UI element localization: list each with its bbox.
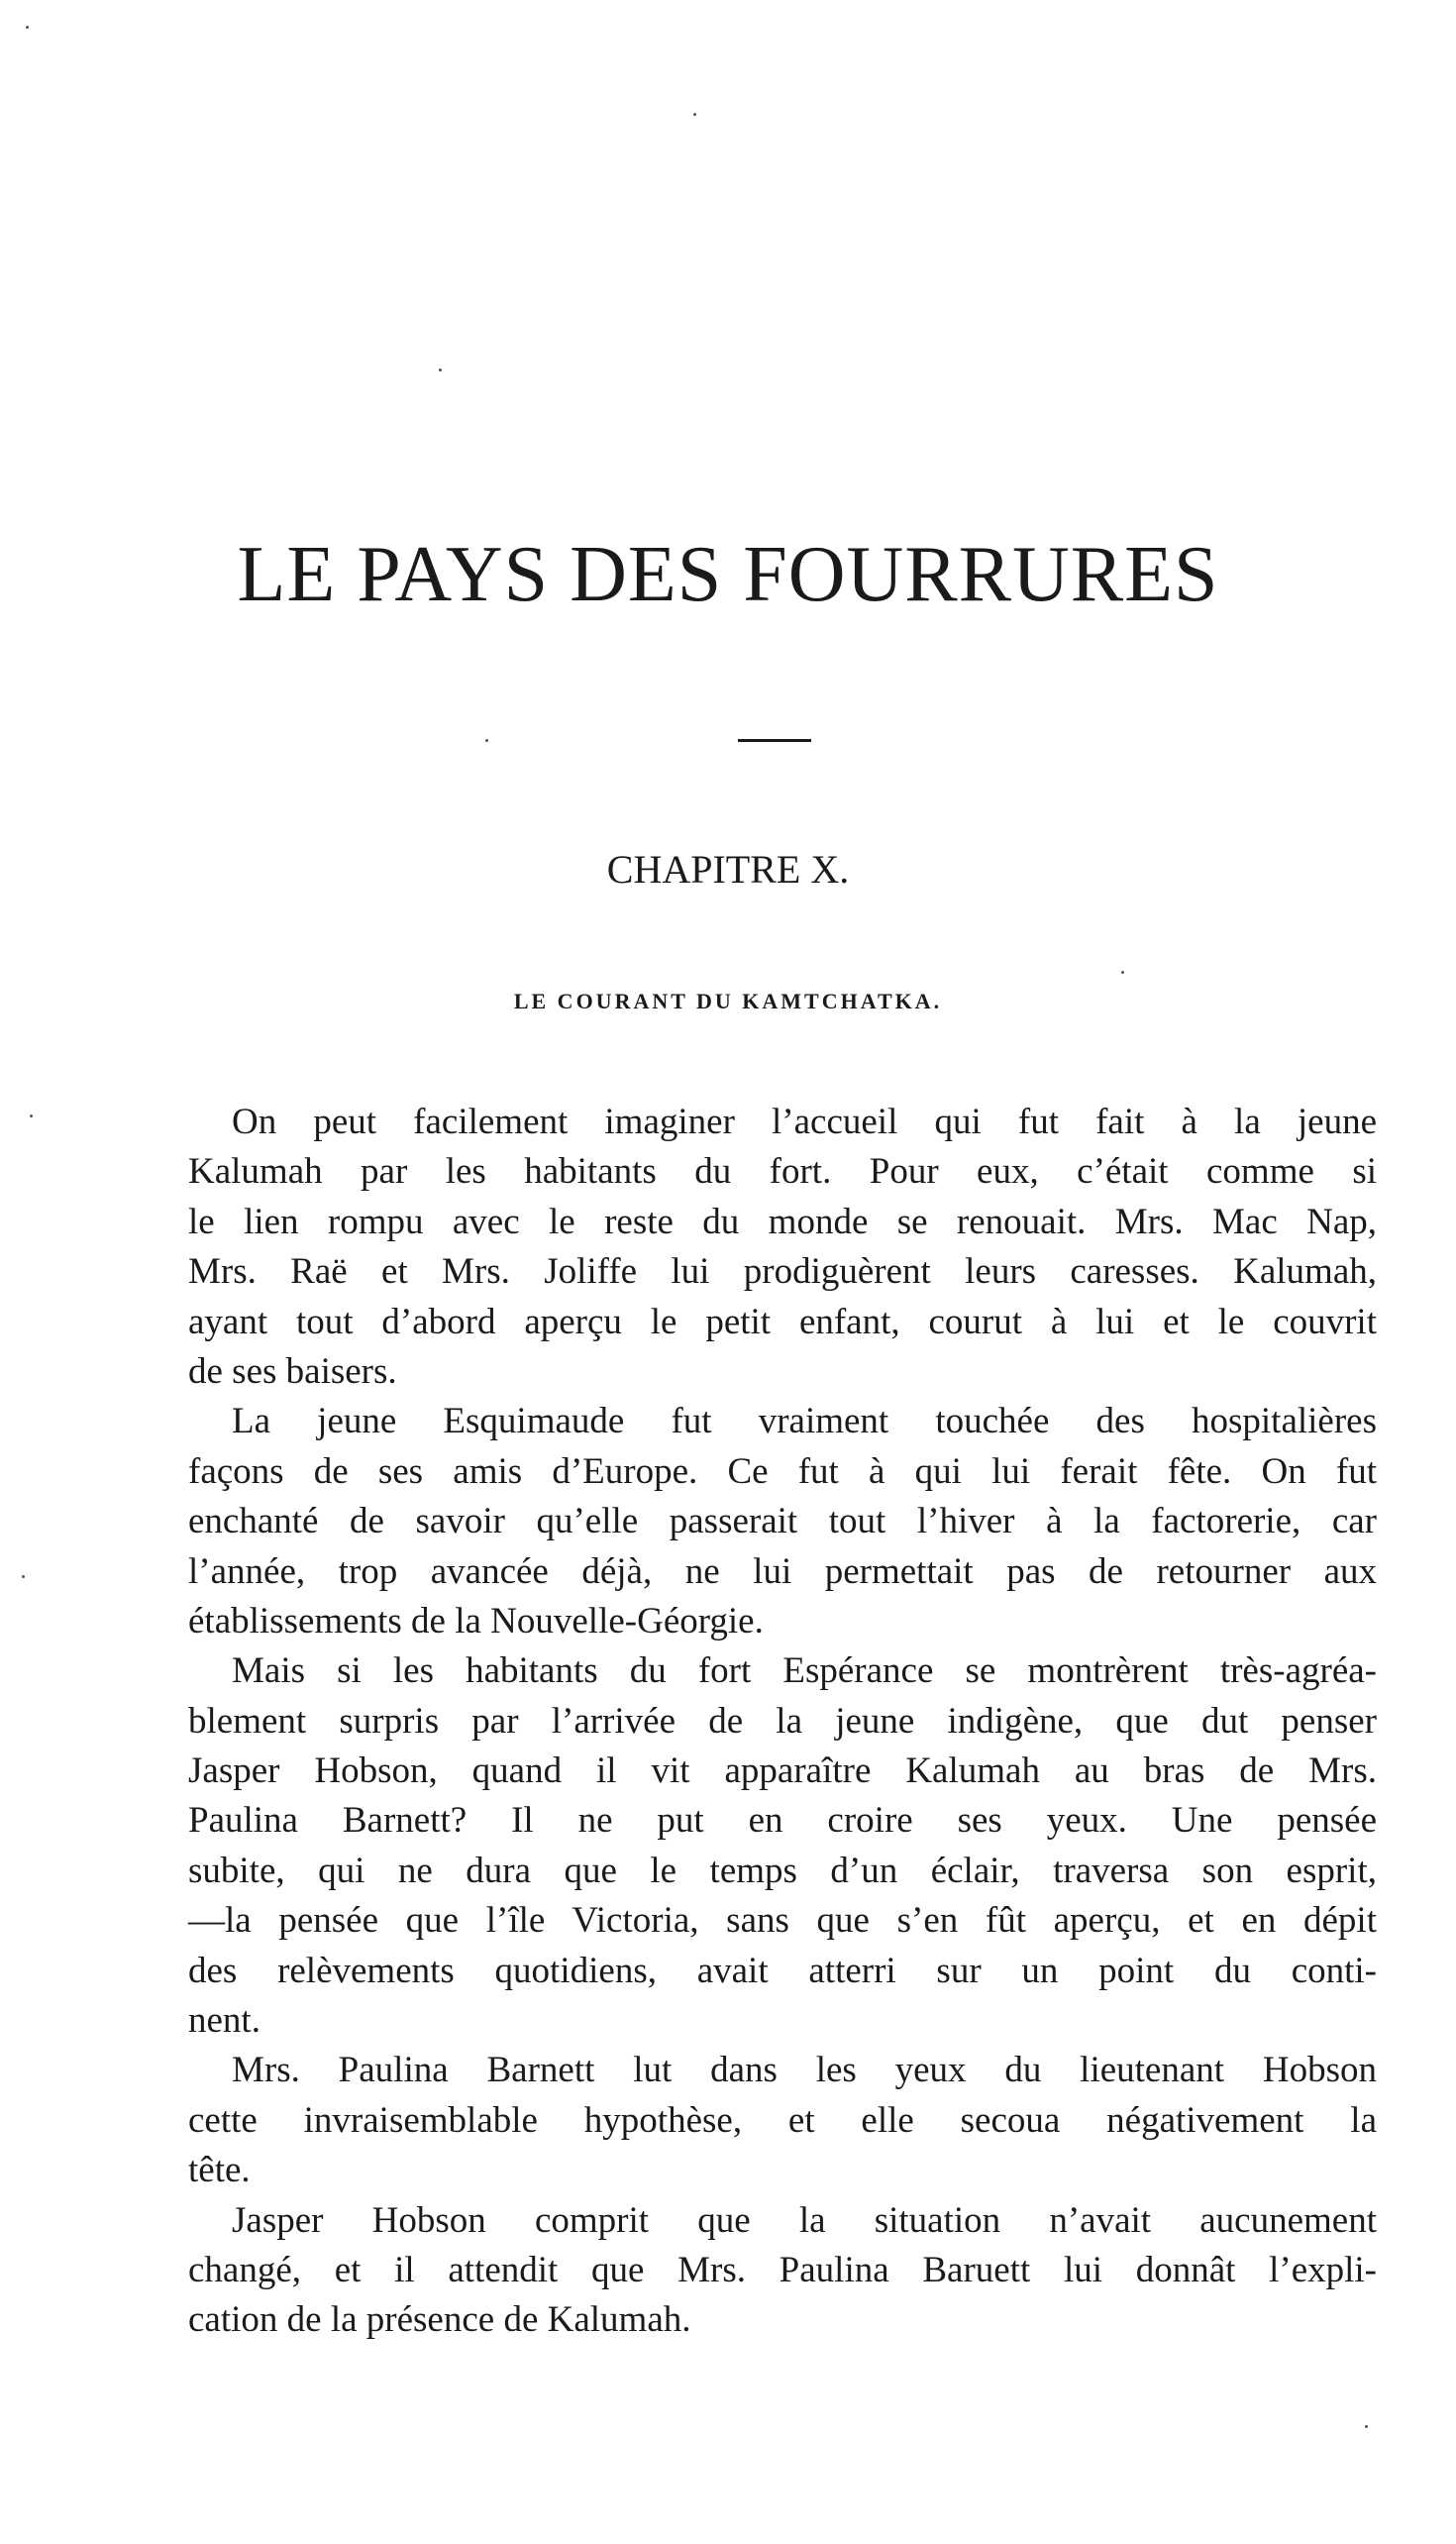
text-line: des relèvements quotidiens, avait atterri sur un point du conti- (188, 1950, 1377, 1991)
scan-speck (1121, 971, 1124, 974)
text-line: cation de la présence de Kalumah. (188, 2299, 691, 2341)
scan-speck (26, 26, 29, 29)
text-line: tête. (188, 2150, 251, 2191)
scan-speck (485, 739, 488, 742)
scan-speck (1365, 2425, 1368, 2428)
text-line: Kalumah par les habitants du fort. Pour eux, c’était comme si (188, 1151, 1377, 1193)
chapter-number: CHAPITRE X. (606, 847, 850, 892)
text-line: Jasper Hobson, quand il vit apparaître Kalumah au bras de Mrs. (188, 1750, 1377, 1792)
chapter-body-text (188, 1098, 1377, 2346)
text-line: Mrs. Paulina Barnett lut dans les yeux du lieutenant Hobson (232, 2050, 1377, 2091)
text-line: Mrs. Raë et Mrs. Joliffe lui prodiguèrent leurs caresses. Kalumah, (188, 1251, 1377, 1293)
scan-speck (22, 1575, 25, 1578)
text-line: Jasper Hobson comprit que la situation n’avait aucunement (232, 2199, 1377, 2241)
text-line: On peut facilement imaginer l’accueil qui fut fait à la jeune (232, 1102, 1377, 1142)
text-line: établissements de la Nouvelle-Géorgie. (188, 1600, 764, 1642)
text-line: Mais si les habitants du fort Espérance se montrèrent très-agréa- (232, 1650, 1377, 1692)
text-line: façons de ses amis d’Europe. Ce fut à qui lui ferait fête. On fut (188, 1450, 1377, 1492)
text-line: cette invraisemblable hypothèse, et elle secoua négativement la (188, 2099, 1377, 2141)
text-line: enchanté de savoir qu’elle passerait tout l’hiver à la factorerie, car (188, 1501, 1377, 1542)
title-divider-rule (738, 739, 811, 742)
text-line: Paulina Barnett? Il ne put en croire ses yeux. Une pensée (188, 1800, 1377, 1842)
book-title: LE PAYS DES FOURRURES (237, 531, 1219, 618)
text-line: subite, qui ne dura que le temps d’un éclair, traversa son esprit, (188, 1850, 1377, 1891)
text-line: l’année, trop avancée déjà, ne lui permettait pas de retourner aux (188, 1550, 1377, 1592)
scan-speck (439, 369, 442, 371)
text-line: nent. (188, 2000, 260, 2042)
text-line: de ses baisers. (188, 1350, 397, 1392)
scan-speck (30, 1114, 33, 1117)
text-line: ayant tout d’abord aperçu le petit enfant, courut à lui et le couvrit (188, 1301, 1377, 1342)
text-line: blement surpris par l’arrivée de la jeune indigène, que dut penser (188, 1700, 1377, 1742)
chapter-title: LE COURANT DU KAMTCHATKA. (513, 989, 943, 1013)
text-line: changé, et il attendit que Mrs. Paulina Baruett lui donnât l’expli- (188, 2249, 1377, 2290)
text-line: —la pensée que l’île Victoria, sans que s’en fût aperçu, et en dépit (188, 1900, 1377, 1942)
scan-speck (693, 113, 696, 116)
text-line: La jeune Esquimaude fut vraiment touchée des hospitalières (232, 1401, 1377, 1442)
text-line: le lien rompu avec le reste du monde se renouait. Mrs. Mac Nap, (188, 1201, 1377, 1242)
